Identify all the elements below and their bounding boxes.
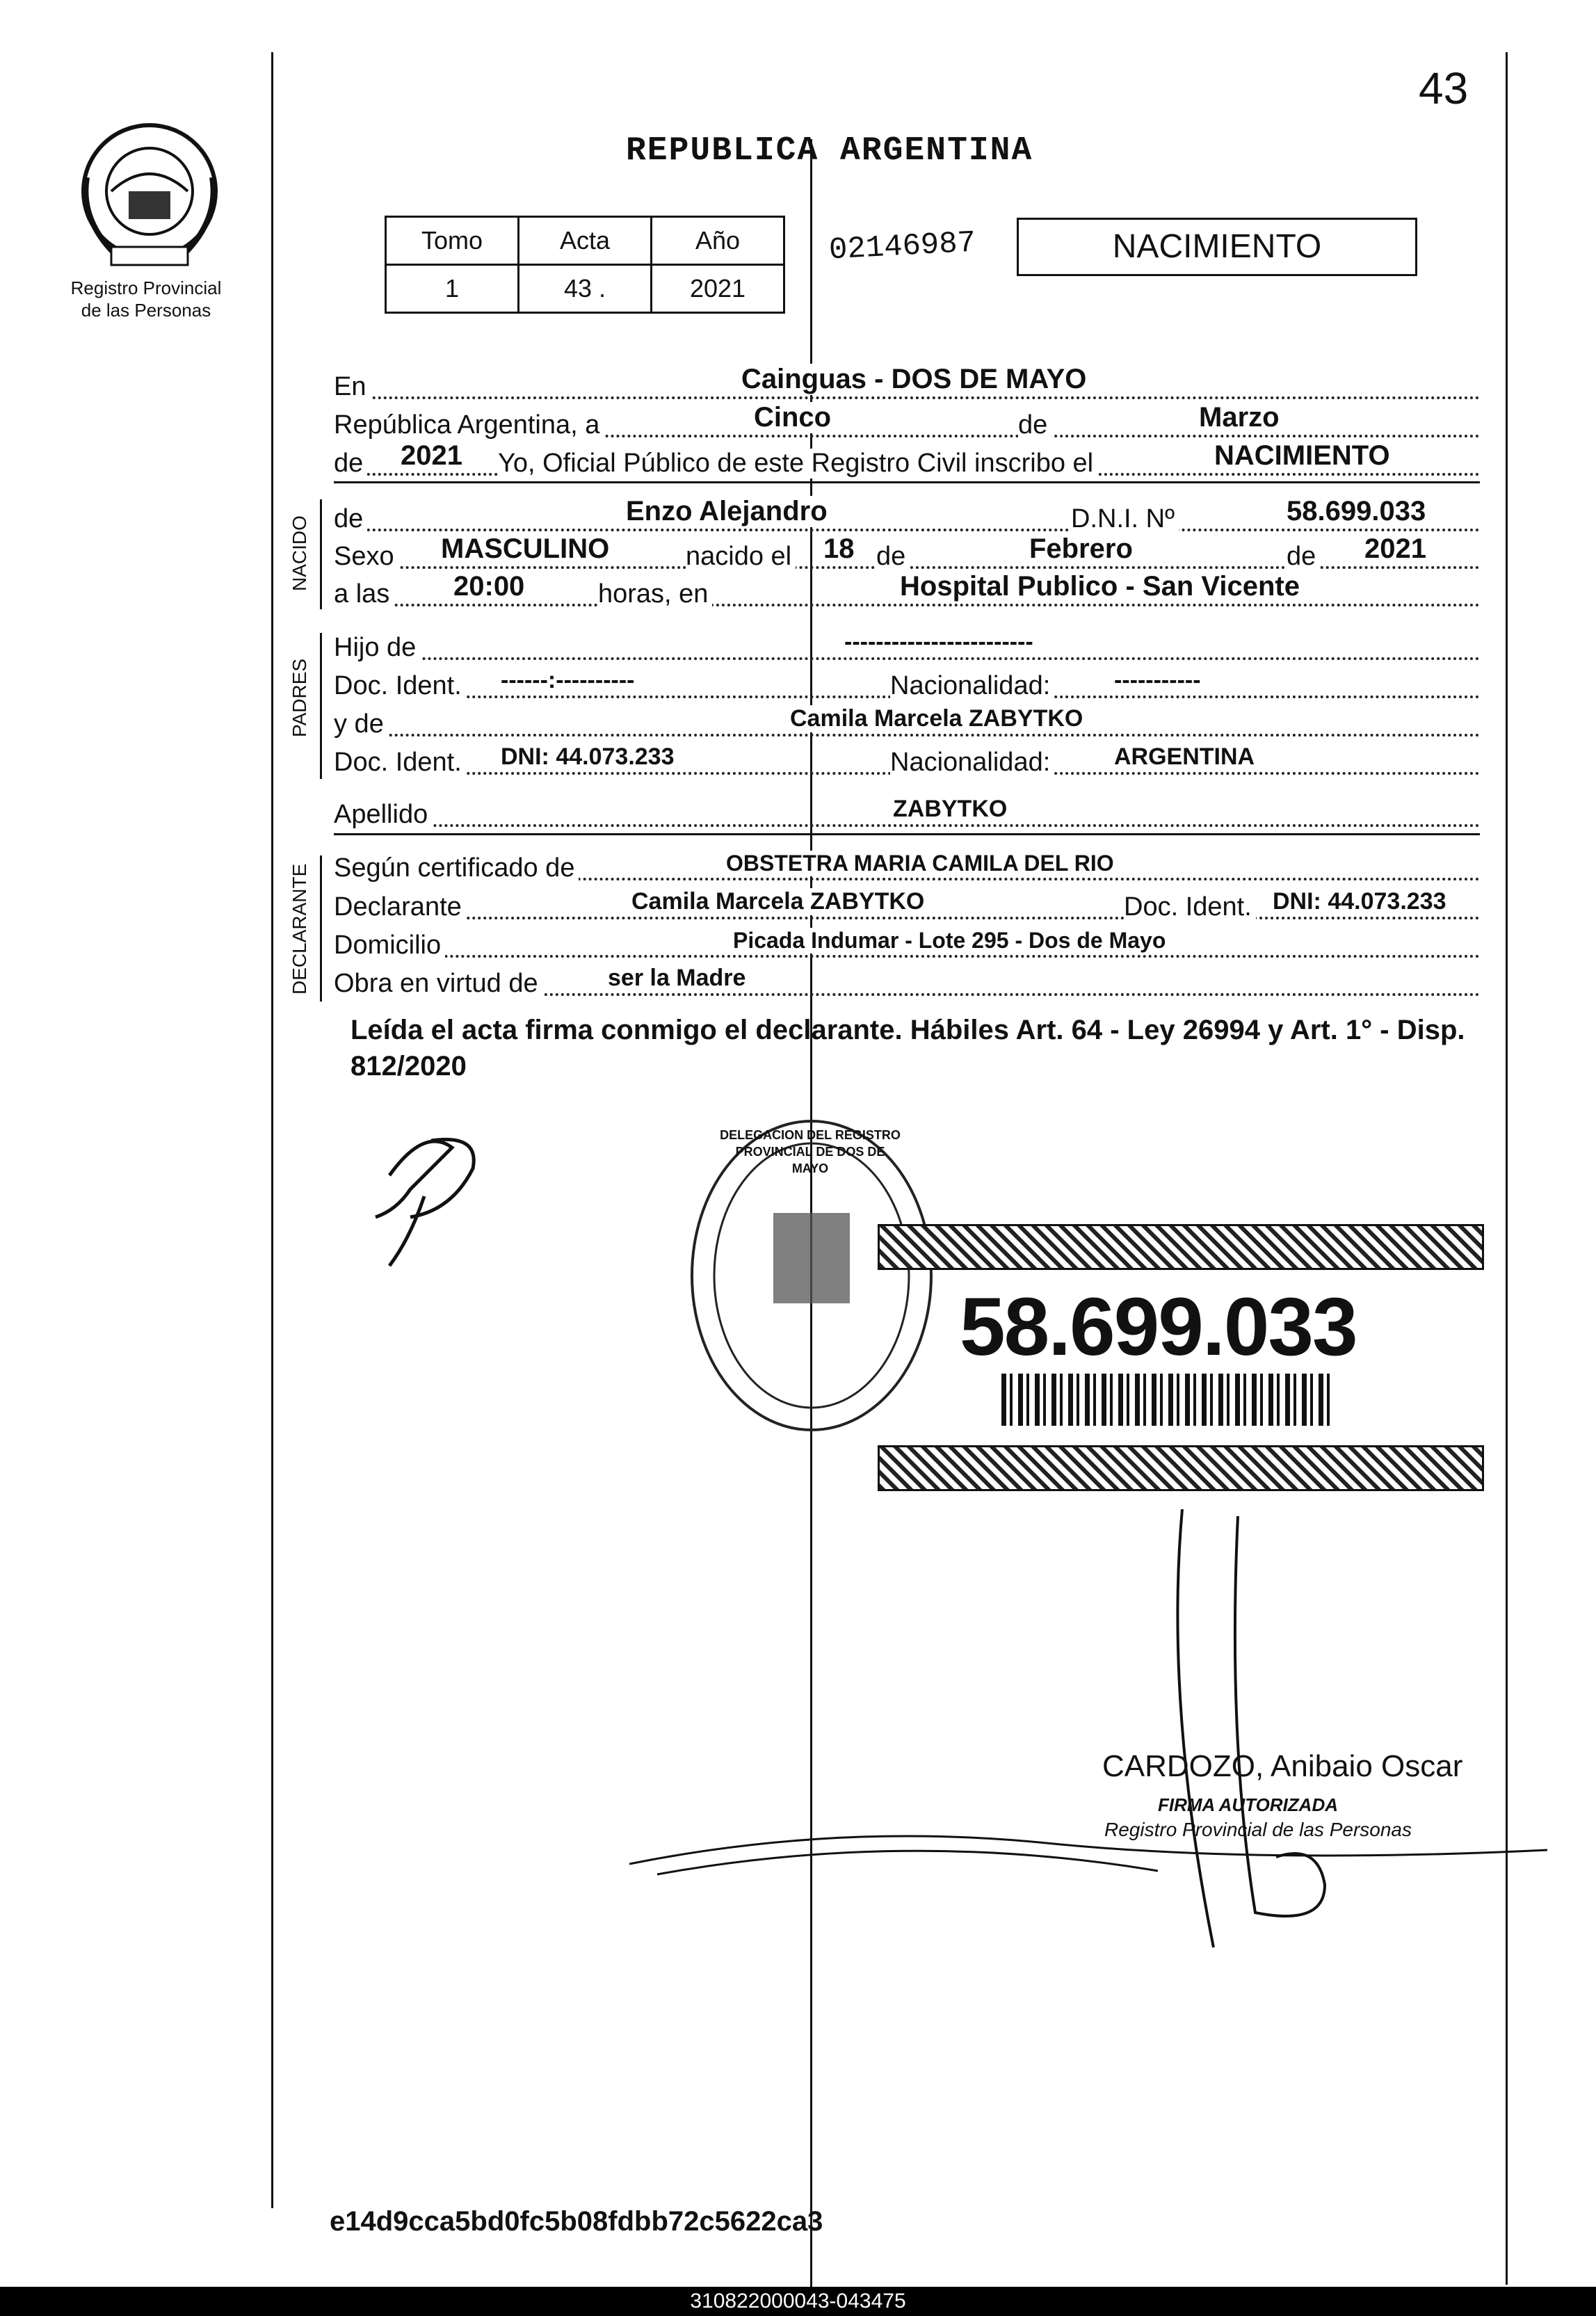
value-day: Cinco [751,402,834,433]
value-address: Picada Indumar - Lote 295 - Dos de Mayo [730,928,1168,954]
value-acta: 43 . [519,265,652,313]
row-child-name [334,496,1480,537]
row-father-doc [334,668,1480,704]
closing-statement: Leída el acta firma conmigo el declarante. Hábiles Art. 64 - Ley 26994 y Art. 1° - Disp. 812/2020 [350,1015,1465,1081]
seal-caption [42,277,250,321]
page-title: REPUBLICA ARGENTINA [626,132,1033,170]
value-child-name: Enzo Alejandro [623,496,830,527]
section-bar-padres [320,633,322,779]
label-domicilio: Domicilio [334,931,445,960]
declarant-signature [348,1113,501,1273]
value-place: Cainguas - DOS DE MAYO [739,364,1089,395]
label-en: En [334,372,370,402]
section-label-nacido: NACIDO [289,515,310,591]
value-certificate: OBSTETRA MARIA CAMILA DEL RIO [723,851,1117,876]
label-nacido-el: nacido el [686,542,796,572]
value-mother-doc: DNI: 44.073.233 [498,743,677,771]
value-birth-month: Febrero [1026,533,1136,565]
label-a-las: a las [334,579,394,609]
row-time-place [334,571,1480,612]
label-de-month: de [876,542,910,572]
label-dni: D.N.I. Nº [1071,504,1179,534]
label-de-year: de [1287,542,1320,572]
header-anio: Año [652,217,784,265]
value-hour: 20:00 [451,571,527,602]
footer-code-bar: 310822000043-043475 [0,2287,1596,2316]
value-apellido: ZABYTKO [890,796,1010,823]
label-y-de: y de [334,709,388,739]
value-mother-nationality: ARGENTINA [1111,743,1257,771]
row-declarant [334,889,1480,925]
seal-caption-line2: de las Personas [81,300,211,321]
label-declarant: Declarante [334,892,466,922]
row-date [334,402,1480,443]
divider-intro [334,481,1480,483]
label-sexo: Sexo [334,542,398,572]
value-declarant: Camila Marcela ZABYTKO [629,888,927,915]
official-signature [629,1495,1575,1968]
label-father-doc: Doc. Ident. [334,671,466,701]
label-horas-en: horas, en [598,579,712,609]
label-hijo-de: Hijo de [334,633,420,663]
value-declarant-doc: DNI: 44.073.233 [1270,888,1449,915]
serial-number-stamp: 02146987 [828,225,977,268]
value-father-doc: ------:---------- [498,667,637,694]
section-label-declarante: DECLARANTE [289,863,310,995]
value-birth-place: Hospital Publico - San Vicente [897,571,1303,602]
row-father [334,629,1480,666]
value-child-dni: 58.699.033 [1284,496,1428,527]
row-virtue [334,965,1480,1002]
row-apellido [334,796,1480,833]
label-year-prefix: de [334,449,367,479]
page-number: 43 [1419,63,1469,113]
label-virtue: Obra en virtud de [334,969,542,999]
value-birth-day: 18 [821,533,857,565]
value-mother: Camila Marcela ZABYTKO [787,705,1086,732]
section-label-padres: PADRES [289,658,310,737]
value-tomo: 1 [386,265,519,313]
value-act-type: NACIMIENTO [1211,440,1393,472]
label-mother-doc: Doc. Ident. [334,748,466,778]
row-mother-doc [334,744,1480,780]
header-acta: Acta [519,217,652,265]
row-place [334,364,1480,405]
value-sexo: MASCULINO [438,533,612,565]
value-anio: 2021 [652,265,784,313]
row-sex-birth [334,533,1480,574]
registry-stamp-text: DELEGACION DEL REGISTRO PROVINCIAL DE DOS DE MAYO [720,1128,901,1175]
divider-apellido [334,833,1480,835]
row-certificate [334,850,1480,886]
row-mother [334,706,1480,742]
section-bar-declarante [320,855,322,1002]
value-father-nationality: ----------- [1111,667,1204,694]
row-officer [334,440,1480,481]
label-apellido: Apellido [334,800,432,830]
dni-barcode [1001,1374,1335,1426]
label-father-nationality: Nacionalidad: [890,671,1054,701]
label-republic: República Argentina, a [334,410,604,440]
dni-sticker-number: 58.699.033 [960,1281,1357,1373]
official-role: FIRMA AUTORIZADA [1158,1794,1339,1815]
label-de-child: de [334,504,367,534]
label-certificate: Según certificado de [334,853,579,883]
header-tomo: Tomo [386,217,519,265]
section-bar-nacido [320,499,322,609]
officer-text: Yo, Oficial Público de este Registro Civil inscribo el [498,449,1097,479]
value-father: ------------------------ [841,629,1036,656]
value-month: Marzo [1196,402,1282,433]
official-name: CARDOZO, Anibaio Oscar [1102,1749,1463,1783]
official-org: Registro Provincial de las Personas [1104,1819,1412,1840]
seal-caption-line1: Registro Provincial [70,278,222,298]
register-table [385,216,785,314]
label-declarant-doc: Doc. Ident. [1124,892,1256,922]
value-year: 2021 [398,440,465,472]
document-hash: e14d9cca5bd0fc5b08fdbb72c5622ca3 [330,2206,823,2237]
row-address [334,927,1480,963]
left-margin-line [271,52,273,2208]
security-band-top [878,1224,1484,1270]
label-mother-nationality: Nacionalidad: [890,748,1054,778]
value-virtue: ser la Madre [605,965,748,992]
label-de: de [1018,410,1051,440]
value-birth-year: 2021 [1362,533,1429,565]
provincial-seal-emblem [73,115,226,275]
act-type-box: NACIMIENTO [1017,218,1417,276]
security-band-bottom [878,1445,1484,1491]
